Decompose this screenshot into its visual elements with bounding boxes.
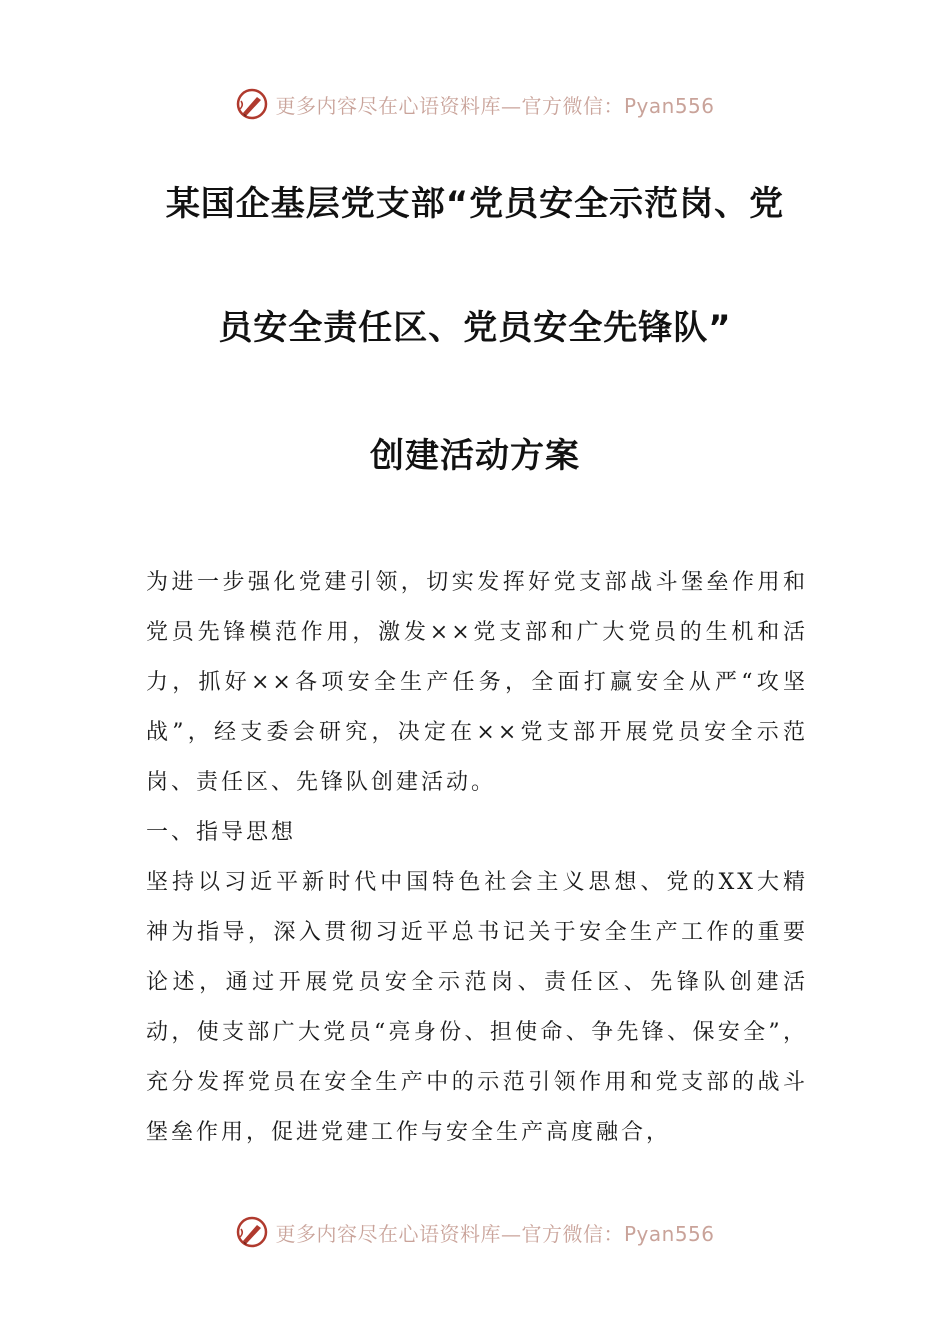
wechat-id: Pyan556 [623, 93, 715, 118]
document-title-line-2: 员安全责任区、党员安全先锋队” [218, 308, 732, 348]
document-title-line-3: 创建活动方案 [370, 436, 580, 476]
document-body [146, 558, 808, 1158]
wechat-id: Pyan556 [623, 1221, 715, 1246]
section-heading-guiding-ideology: 一、指导思想 [146, 820, 297, 845]
watermark-banner-top [0, 84, 950, 124]
watermark-banner-bottom [0, 1212, 950, 1252]
pen-logo-icon [235, 87, 269, 121]
section-paragraph-guiding-ideology: 坚持以习近平新时代中国特色社会主义思想、党的XX大精神为指导，深入贯彻习近平总书记关于安全生产工作的重要论述，通过开展党员安全示范岗、责任区、先锋队创建活动，使支部广大党员“亮身份、担使命、争先锋、保安全”，充分发挥党员在安全生产中的示范引领作用和党支部的战斗堡垒作用，促进党建工作与安全生产高度融合， [146, 870, 808, 1145]
pen-logo-icon [235, 1215, 269, 1249]
document-title-line-1: 某国企基层党支部“党员安全示范岗、党 [165, 184, 785, 224]
intro-paragraph: 为进一步强化党建引领，切实发挥好党支部战斗堡垒作用和党员先锋模范作用，激发××党支部和广大党员的生机和活力，抓好××各项安全生产任务，全面打赢安全从严“攻坚战”，经支委会研究，决定在××党支部开展党员安全示范岗、责任区、先锋队创建活动。 [146, 570, 808, 795]
watermark-text: 更多内容尽在心语资料库—官方微信：Pyan556 [275, 1221, 715, 1246]
watermark-text: 更多内容尽在心语资料库—官方微信：Pyan556 [275, 93, 715, 118]
